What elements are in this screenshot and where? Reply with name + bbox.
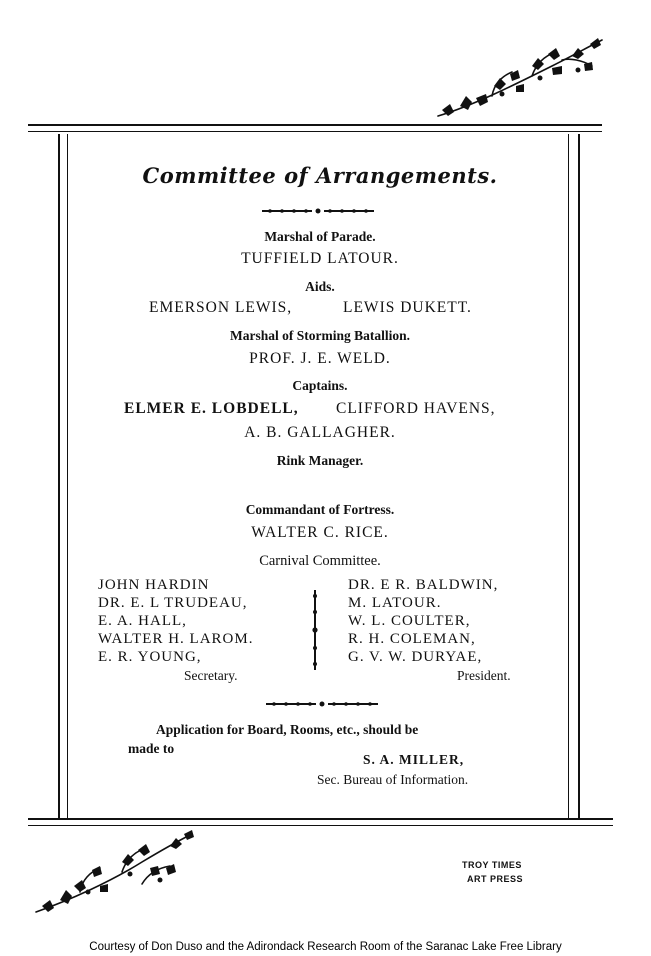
top-border-rule-outer — [28, 124, 602, 126]
secretary-role: Secretary. — [184, 668, 238, 683]
ornament-divider-icon — [262, 206, 374, 216]
captains-heading: Captains. — [292, 378, 348, 393]
courtesy-caption: Courtesy of Don Duso and the Adirondack Research Room of the Saranac Lake Free Library — [89, 941, 562, 953]
carnival-left-member: E. A. HALL, — [98, 613, 187, 629]
holly-sprig-icon — [432, 36, 607, 122]
ornament-divider-icon — [310, 590, 320, 670]
carnival-left-member: DR. E. L TRUDEAU, — [98, 595, 248, 611]
captain-name: A. B. GALLAGHER. — [244, 424, 396, 441]
right-border-rule-outer — [578, 134, 580, 820]
ornament-divider-icon — [266, 699, 378, 709]
carnival-left-member: WALTER H. LAROM. — [98, 631, 254, 647]
commandant-heading: Commandant of Fortress. — [245, 502, 395, 517]
carnival-right-member: G. V. W. DURYAE, — [348, 649, 483, 665]
president-role: President. — [457, 668, 511, 683]
marshal-storming-heading: Marshal of Storming Batallion. — [229, 328, 410, 343]
rink-manager-heading: Rink Manager. — [276, 453, 364, 468]
aid-name: EMERSON LEWIS, — [149, 299, 293, 316]
carnival-right-member: R. H. COLEMAN, — [348, 631, 476, 647]
marshal-storming-name: PROF. J. E. WELD. — [249, 350, 391, 367]
contact-title: Sec. Bureau of Information. — [317, 772, 469, 787]
application-line-2: made to — [128, 741, 175, 756]
holly-sprig-icon — [30, 828, 198, 916]
commandant-name: WALTER C. RICE. — [251, 524, 389, 541]
top-border-rule-inner — [28, 131, 602, 132]
contact-name: S. A. MILLER, — [363, 752, 465, 767]
page-title: Committee of Arrangements. — [142, 163, 498, 188]
aids-heading: Aids. — [305, 279, 335, 294]
carnival-left-member: JOHN HARDIN — [98, 577, 210, 593]
printer-mark-line-1: TROY TIMES — [462, 860, 522, 870]
left-border-rule-inner — [67, 134, 68, 820]
printer-mark-line-2: ART PRESS — [467, 874, 524, 884]
bottom-border-rule-outer — [28, 818, 613, 820]
carnival-right-member: DR. E R. BALDWIN, — [348, 577, 499, 593]
application-line-1: Application for Board, Rooms, etc., should be — [156, 722, 419, 737]
left-border-rule-outer — [58, 134, 60, 820]
marshal-parade-name: TUFFIELD LATOUR. — [241, 250, 399, 267]
carnival-left-member: E. R. YOUNG, — [98, 649, 202, 665]
aid-name: LEWIS DUKETT. — [343, 299, 472, 316]
carnival-right-member: W. L. COULTER, — [348, 613, 471, 629]
marshal-parade-heading: Marshal of Parade. — [264, 229, 376, 244]
captain-name: ELMER E. LOBDELL, — [124, 400, 299, 417]
carnival-right-member: M. LATOUR. — [348, 595, 442, 611]
bottom-border-rule-inner — [28, 825, 613, 826]
carnival-heading: Carnival Committee. — [259, 553, 381, 569]
captain-name: CLIFFORD HAVENS, — [336, 400, 496, 417]
